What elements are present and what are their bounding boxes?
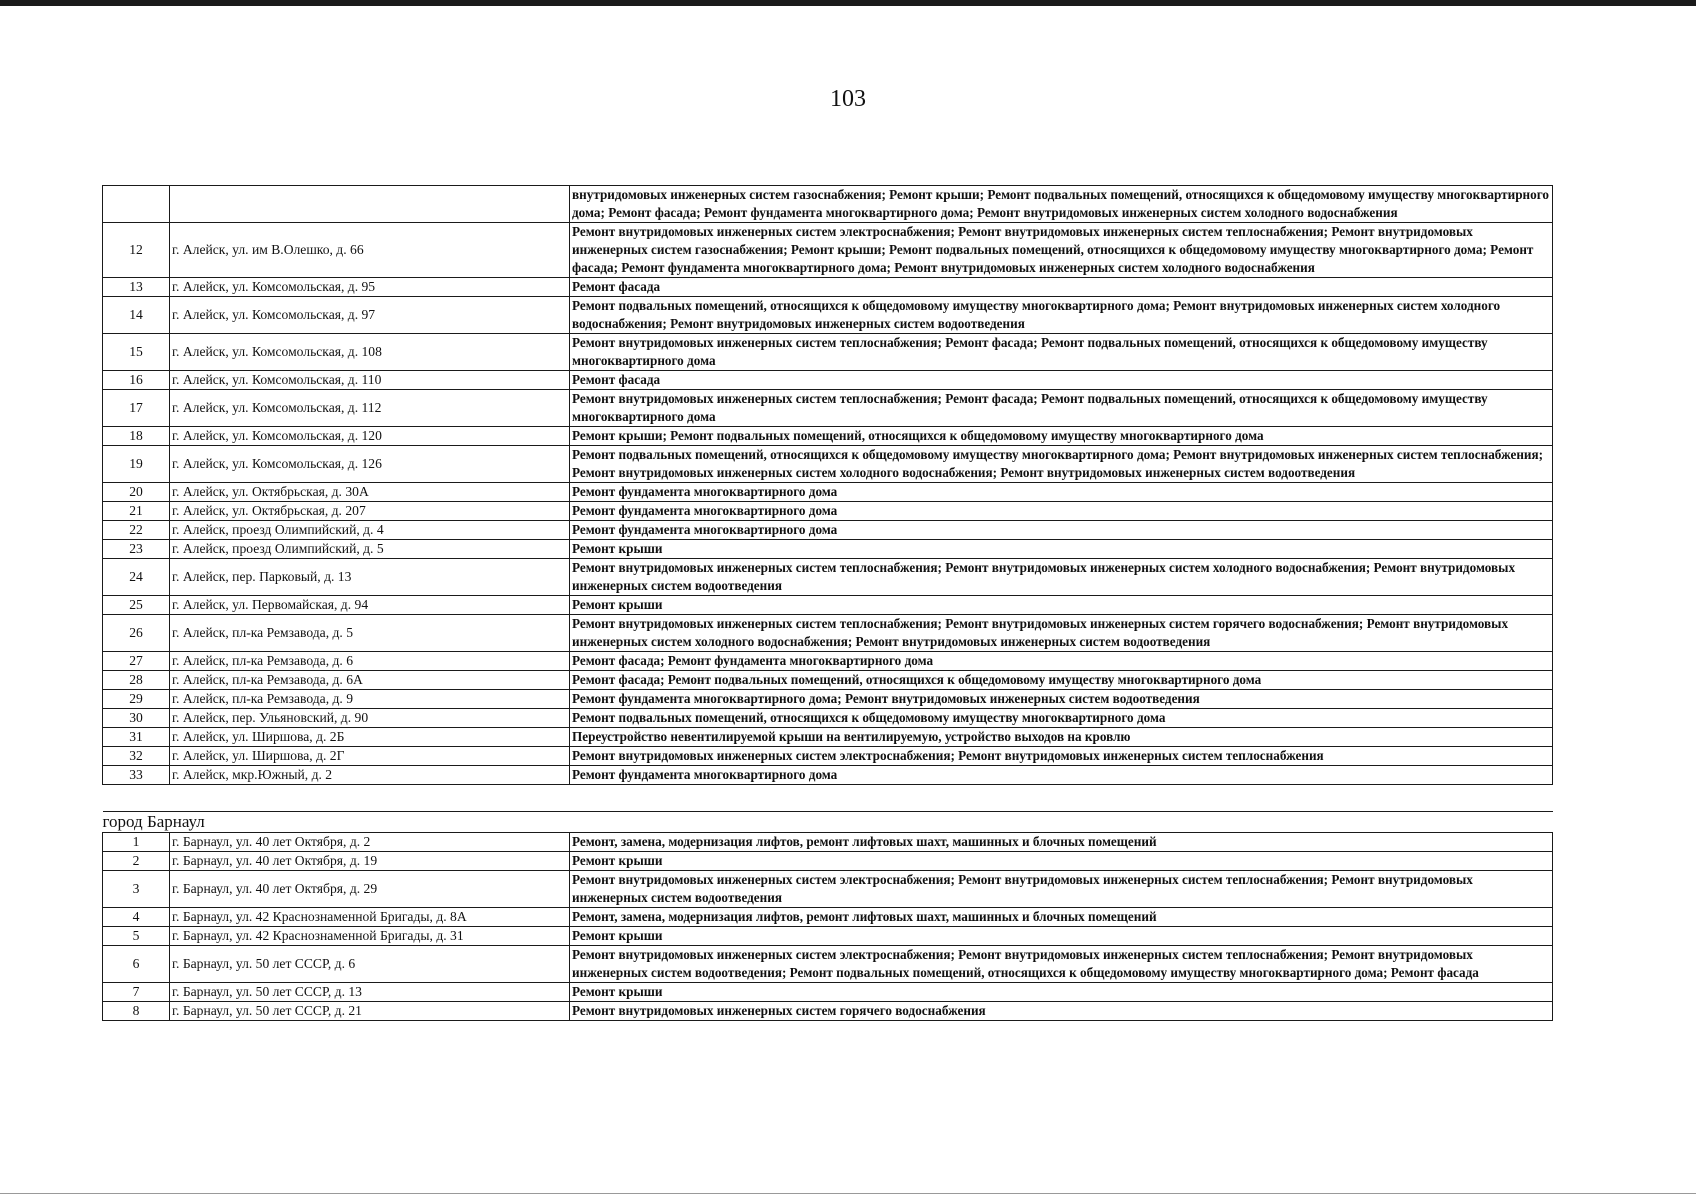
table-row [103, 297, 1553, 334]
row-number-cell: 12 [103, 223, 170, 278]
row-number-cell: 13 [103, 278, 170, 297]
row-number-cell: 22 [103, 521, 170, 540]
address-cell: г. Барнаул, ул. 50 лет СССР, д. 21 [170, 1002, 570, 1021]
address-cell: г. Алейск, пер. Ульяновский, д. 90 [170, 709, 570, 728]
table-row [103, 521, 1553, 540]
works-cell: Ремонт фундамента многоквартирного дома [570, 766, 1553, 785]
address-cell: г. Барнаул, ул. 40 лет Октября, д. 29 [170, 871, 570, 908]
row-number-cell: 4 [103, 908, 170, 927]
section-title: город Барнаул [103, 812, 1553, 833]
table-row [103, 671, 1553, 690]
table-row [103, 946, 1553, 983]
row-number-cell: 27 [103, 652, 170, 671]
section-header-row [103, 812, 1553, 833]
table-row [103, 334, 1553, 371]
works-cell: Ремонт внутридомовых инженерных систем электроснабжения; Ремонт внутридомовых инженерных систем теплоснабжения; Ремонт внутридомовых инженерных систем водоотведения [570, 871, 1553, 908]
row-number-cell: 16 [103, 371, 170, 390]
address-cell: г. Алейск, ул. им В.Олешко, д. 66 [170, 223, 570, 278]
table-row [103, 747, 1553, 766]
works-cell: Ремонт фасада; Ремонт фундамента многоквартирного дома [570, 652, 1553, 671]
table-row [103, 446, 1553, 483]
address-cell: г. Алейск, ул. Октябрьская, д. 207 [170, 502, 570, 521]
works-cell: Ремонт внутридомовых инженерных систем теплоснабжения; Ремонт внутридомовых инженерных систем холодного водоснабжения; Ремонт внутридомовых инженерных систем водоотведения [570, 559, 1553, 596]
address-cell: г. Алейск, пер. Парковый, д. 13 [170, 559, 570, 596]
address-cell: г. Барнаул, ул. 50 лет СССР, д. 6 [170, 946, 570, 983]
row-number-cell: 14 [103, 297, 170, 334]
table-row [103, 596, 1553, 615]
table-row [103, 833, 1553, 852]
works-cell: Ремонт внутридомовых инженерных систем электроснабжения; Ремонт внутридомовых инженерных систем теплоснабжения; Ремонт внутридомовых инженерных систем водоотведения; Ремонт подвальных помещений, относящихся к общедомовому имуществу многоквартирного дома; Ремонт фасада [570, 946, 1553, 983]
table-row [103, 502, 1553, 521]
page-number: 103 [830, 86, 866, 112]
row-number-cell: 26 [103, 615, 170, 652]
table-row [103, 390, 1553, 427]
works-cell: Ремонт фундамента многоквартирного дома [570, 483, 1553, 502]
address-cell: г. Алейск, ул. Комсомольская, д. 120 [170, 427, 570, 446]
row-number-cell: 23 [103, 540, 170, 559]
row-number-cell: 8 [103, 1002, 170, 1021]
works-cell: Ремонт крыши [570, 540, 1553, 559]
works-cell: Ремонт крыши [570, 983, 1553, 1002]
table-row [103, 559, 1553, 596]
table-row [103, 690, 1553, 709]
address-cell: г. Барнаул, ул. 42 Краснознаменной Бригады, д. 31 [170, 927, 570, 946]
address-cell: г. Барнаул, ул. 40 лет Октября, д. 2 [170, 833, 570, 852]
row-number-cell: 1 [103, 833, 170, 852]
page-top-border [0, 0, 1696, 6]
row-number-cell: 28 [103, 671, 170, 690]
works-cell: Ремонт фасада [570, 371, 1553, 390]
works-cell: Ремонт подвальных помещений, относящихся к общедомовому имуществу многоквартирного дома [570, 709, 1553, 728]
table-body [103, 186, 1553, 1021]
address-cell: г. Алейск, пл-ка Ремзавода, д. 6А [170, 671, 570, 690]
works-cell: Ремонт крыши [570, 596, 1553, 615]
row-number-cell: 21 [103, 502, 170, 521]
address-cell: г. Алейск, проезд Олимпийский, д. 4 [170, 521, 570, 540]
table-row [103, 927, 1553, 946]
repair-works-table [102, 185, 1553, 1021]
row-number-cell: 30 [103, 709, 170, 728]
works-cell: внутридомовых инженерных систем газоснабжения; Ремонт крыши; Ремонт подвальных помещений, относящихся к общедомовому имуществу многоквартирного дома; Ремонт фасада; Ремонт фундамента многоквартирного дома; Ремонт внутридомовых инженерных систем холодного водоснабжения [570, 186, 1553, 223]
row-number-cell: 7 [103, 983, 170, 1002]
address-cell [170, 186, 570, 223]
works-cell: Ремонт фундамента многоквартирного дома; Ремонт внутридомовых инженерных систем водоотведения [570, 690, 1553, 709]
address-cell: г. Алейск, пл-ка Ремзавода, д. 5 [170, 615, 570, 652]
row-number-cell: 5 [103, 927, 170, 946]
address-cell: г. Барнаул, ул. 40 лет Октября, д. 19 [170, 852, 570, 871]
address-cell: г. Алейск, ул. Октябрьская, д. 30А [170, 483, 570, 502]
works-cell: Переустройство невентилируемой крыши на вентилируемую, устройство выходов на кровлю [570, 728, 1553, 747]
table-row [103, 483, 1553, 502]
address-cell: г. Алейск, ул. Первомайская, д. 94 [170, 596, 570, 615]
works-cell: Ремонт внутридомовых инженерных систем электроснабжения; Ремонт внутридомовых инженерных систем теплоснабжения; Ремонт внутридомовых инженерных систем газоснабжения; Ремонт крыши; Ремонт подвальных помещений, относящихся к общедомовому имуществу многоквартирного дома; Ремонт фасада; Ремонт фундамента многоквартирного дома; Ремонт внутридомовых инженерных систем холодного водоснабжения [570, 223, 1553, 278]
address-cell: г. Барнаул, ул. 50 лет СССР, д. 13 [170, 983, 570, 1002]
row-number-cell: 25 [103, 596, 170, 615]
works-cell: Ремонт подвальных помещений, относящихся к общедомовому имуществу многоквартирного дома; Ремонт внутридомовых инженерных систем теплоснабжения; Ремонт внутридомовых инженерных систем холодного водоснабжения; Ремонт внутридомовых инженерных систем водоотведения [570, 446, 1553, 483]
table-row [103, 871, 1553, 908]
row-number-cell [103, 186, 170, 223]
row-number-cell: 2 [103, 852, 170, 871]
scan-artifact [8, 1160, 28, 1176]
address-cell: г. Алейск, ул. Ширшова, д. 2Г [170, 747, 570, 766]
address-cell: г. Алейск, ул. Комсомольская, д. 95 [170, 278, 570, 297]
row-number-cell: 6 [103, 946, 170, 983]
works-cell: Ремонт фасада [570, 278, 1553, 297]
address-cell: г. Алейск, пл-ка Ремзавода, д. 9 [170, 690, 570, 709]
row-number-cell: 31 [103, 728, 170, 747]
table-row [103, 278, 1553, 297]
table-row [103, 540, 1553, 559]
address-cell: г. Алейск, ул. Комсомольская, д. 112 [170, 390, 570, 427]
works-cell: Ремонт крыши [570, 852, 1553, 871]
row-number-cell: 33 [103, 766, 170, 785]
address-cell: г. Алейск, ул. Ширшова, д. 2Б [170, 728, 570, 747]
section-spacer-row [103, 785, 1553, 812]
table-row [103, 908, 1553, 927]
row-number-cell: 24 [103, 559, 170, 596]
table-row [103, 427, 1553, 446]
row-number-cell: 18 [103, 427, 170, 446]
spacer-cell [103, 785, 1553, 812]
page-bottom-line [0, 1193, 1696, 1194]
works-cell: Ремонт подвальных помещений, относящихся к общедомовому имуществу многоквартирного дома; Ремонт внутридомовых инженерных систем холодного водоснабжения; Ремонт внутридомовых инженерных систем водоотведения [570, 297, 1553, 334]
address-cell: г. Барнаул, ул. 42 Краснознаменной Бригады, д. 8А [170, 908, 570, 927]
row-number-cell: 3 [103, 871, 170, 908]
address-cell: г. Алейск, ул. Комсомольская, д. 110 [170, 371, 570, 390]
table-row [103, 652, 1553, 671]
works-cell: Ремонт внутридомовых инженерных систем теплоснабжения; Ремонт фасада; Ремонт подвальных помещений, относящихся к общедомовому имуществу многоквартирного дома [570, 334, 1553, 371]
table-row [103, 615, 1553, 652]
works-cell: Ремонт, замена, модернизация лифтов, ремонт лифтовых шахт, машинных и блочных помещений [570, 833, 1553, 852]
address-cell: г. Алейск, ул. Комсомольская, д. 97 [170, 297, 570, 334]
table-row [103, 223, 1553, 278]
table-row [103, 728, 1553, 747]
address-cell: г. Алейск, ул. Комсомольская, д. 108 [170, 334, 570, 371]
table-row [103, 1002, 1553, 1021]
address-cell: г. Алейск, мкр.Южный, д. 2 [170, 766, 570, 785]
address-cell: г. Алейск, пл-ка Ремзавода, д. 6 [170, 652, 570, 671]
works-cell: Ремонт внутридомовых инженерных систем электроснабжения; Ремонт внутридомовых инженерных систем теплоснабжения [570, 747, 1553, 766]
works-cell: Ремонт крыши; Ремонт подвальных помещений, относящихся к общедомовому имуществу многоквартирного дома [570, 427, 1553, 446]
works-cell: Ремонт внутридомовых инженерных систем теплоснабжения; Ремонт фасада; Ремонт подвальных помещений, относящихся к общедомовому имуществу многоквартирного дома [570, 390, 1553, 427]
table-row [103, 983, 1553, 1002]
table-row [103, 852, 1553, 871]
table-row [103, 766, 1553, 785]
row-number-cell: 15 [103, 334, 170, 371]
works-cell: Ремонт крыши [570, 927, 1553, 946]
table-row [103, 371, 1553, 390]
row-number-cell: 19 [103, 446, 170, 483]
works-cell: Ремонт, замена, модернизация лифтов, ремонт лифтовых шахт, машинных и блочных помещений [570, 908, 1553, 927]
works-cell: Ремонт внутридомовых инженерных систем теплоснабжения; Ремонт внутридомовых инженерных систем горячего водоснабжения; Ремонт внутридомовых инженерных систем холодного водоснабжения; Ремонт внутридомовых инженерных систем водоотведения [570, 615, 1553, 652]
address-cell: г. Алейск, проезд Олимпийский, д. 5 [170, 540, 570, 559]
works-cell: Ремонт фундамента многоквартирного дома [570, 502, 1553, 521]
row-number-cell: 17 [103, 390, 170, 427]
row-number-cell: 32 [103, 747, 170, 766]
row-number-cell: 20 [103, 483, 170, 502]
works-cell: Ремонт фундамента многоквартирного дома [570, 521, 1553, 540]
works-cell: Ремонт внутридомовых инженерных систем горячего водоснабжения [570, 1002, 1553, 1021]
table-row [103, 709, 1553, 728]
works-cell: Ремонт фасада; Ремонт подвальных помещений, относящихся к общедомовому имуществу многоквартирного дома [570, 671, 1553, 690]
address-cell: г. Алейск, ул. Комсомольская, д. 126 [170, 446, 570, 483]
table-row [103, 186, 1553, 223]
row-number-cell: 29 [103, 690, 170, 709]
